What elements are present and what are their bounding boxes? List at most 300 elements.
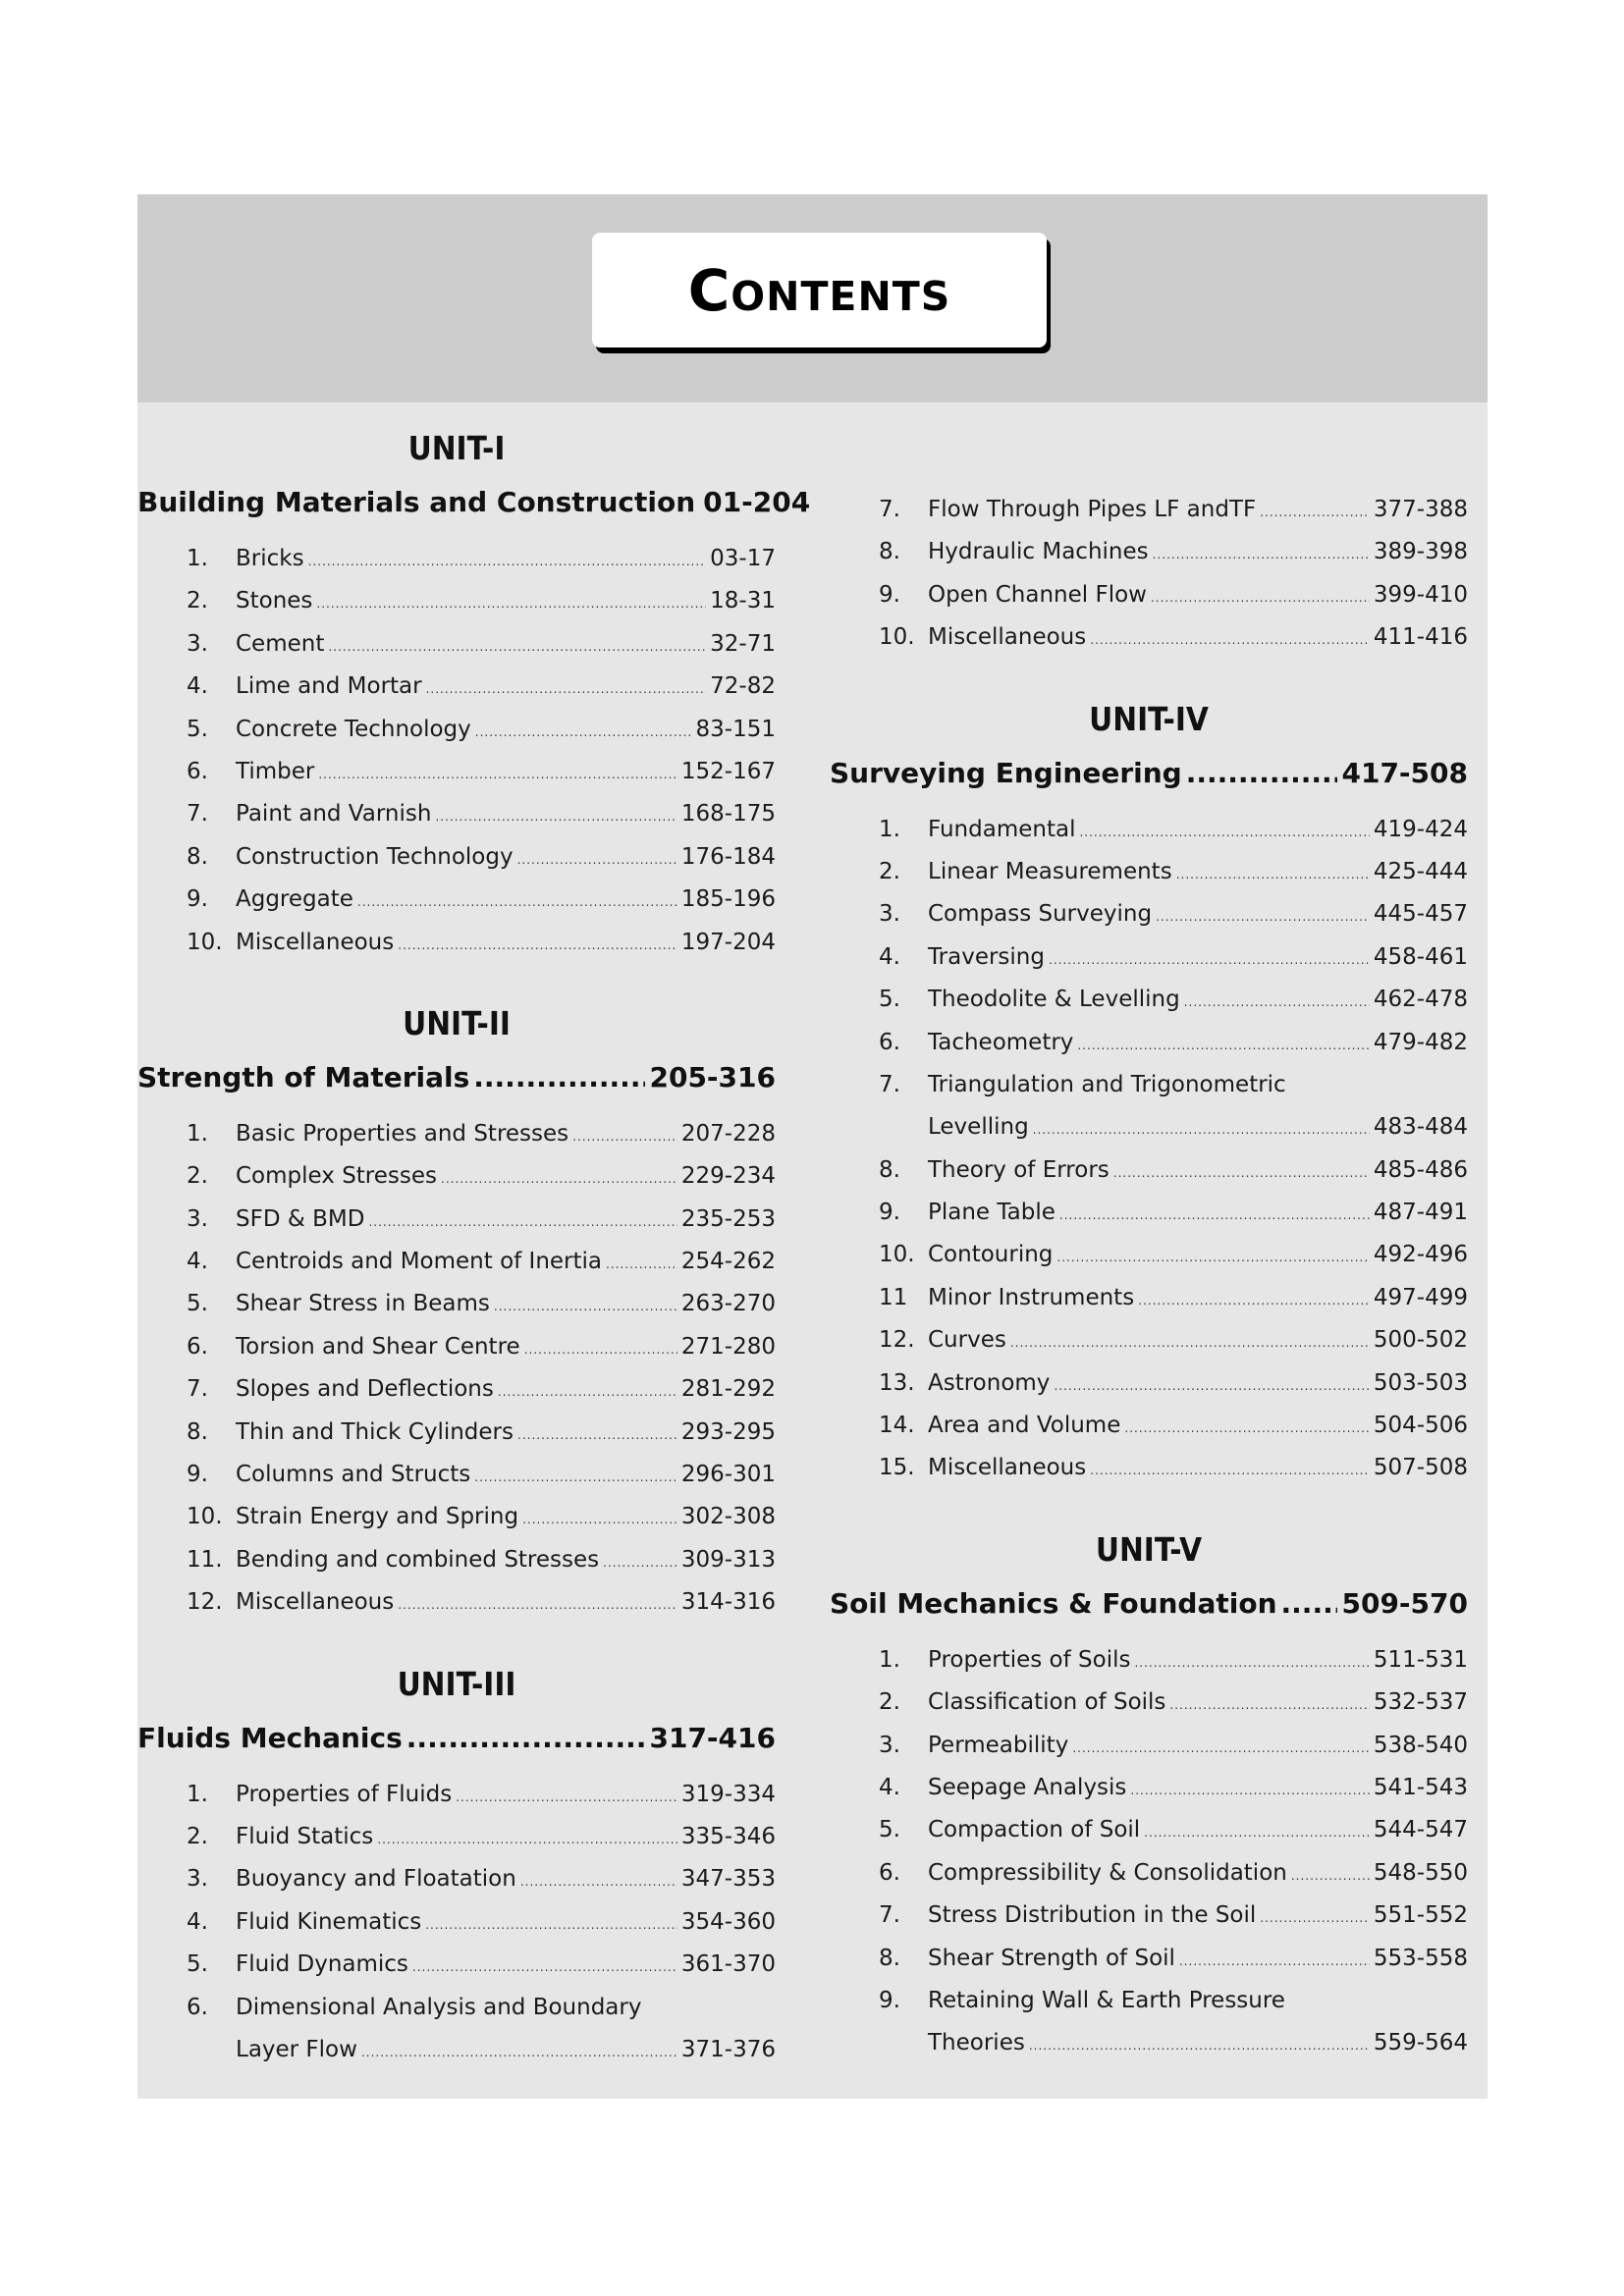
entry-title: Permeability bbox=[928, 1732, 1069, 1758]
unit-title: UNIT-I bbox=[407, 429, 506, 467]
dot-leader bbox=[520, 1861, 677, 1903]
entry-title: Seepage Analysis bbox=[928, 1774, 1127, 1800]
entry-pages: 207-228 bbox=[680, 1120, 776, 1147]
dot-leader bbox=[606, 1244, 677, 1286]
dot-leader bbox=[1113, 1152, 1370, 1195]
dot-leader bbox=[398, 925, 677, 967]
toc-entry[interactable] bbox=[830, 809, 1468, 851]
toc-entry[interactable] bbox=[830, 489, 1468, 531]
unit-section bbox=[830, 660, 1468, 1490]
dot-leader bbox=[1079, 812, 1369, 854]
entry-pages: 197-204 bbox=[680, 929, 776, 955]
entry-number: 1. bbox=[879, 816, 900, 842]
entry-title: Aggregate bbox=[236, 886, 353, 913]
entry-pages: 504-506 bbox=[1373, 1413, 1468, 1439]
toc-entry[interactable] bbox=[830, 1106, 1468, 1148]
entry-title: Traversing bbox=[928, 943, 1045, 970]
entry-title: Stones bbox=[236, 588, 313, 614]
entry-pages: 462-478 bbox=[1373, 987, 1468, 1013]
entry-number: 5. bbox=[879, 987, 900, 1013]
dot-leader bbox=[1260, 492, 1370, 534]
entry-number: 8. bbox=[187, 1418, 208, 1445]
toc-entry[interactable] bbox=[137, 580, 776, 622]
unit-spacer bbox=[830, 1490, 1468, 1525]
page-title: Contents bbox=[687, 256, 951, 324]
dot-leader bbox=[435, 796, 677, 838]
toc-entry[interactable] bbox=[830, 1405, 1468, 1447]
dot-leader bbox=[1072, 1728, 1370, 1770]
entry-pages: 399-410 bbox=[1373, 581, 1468, 608]
entry-number: 10. bbox=[187, 1504, 223, 1530]
dot-leader bbox=[1176, 854, 1370, 896]
entry-title: Classification of Soils bbox=[928, 1689, 1166, 1716]
dot-leader bbox=[1169, 1684, 1369, 1727]
toc-entry[interactable] bbox=[137, 1412, 776, 1454]
entry-number: 3. bbox=[187, 630, 208, 657]
toc-entry[interactable] bbox=[830, 1852, 1468, 1895]
toc-entry[interactable] bbox=[137, 1774, 776, 1816]
entry-pages: 497-499 bbox=[1373, 1284, 1468, 1310]
toc-entry[interactable] bbox=[137, 1454, 776, 1496]
entry-pages: 185-196 bbox=[680, 886, 776, 913]
dot-leader bbox=[425, 1904, 677, 1947]
dot-leader bbox=[368, 1201, 677, 1244]
subject-name: Building Materials and Construction bbox=[137, 486, 696, 518]
dot-leader bbox=[1134, 1642, 1369, 1684]
entry-title: Stress Distribution in the Soil bbox=[928, 1902, 1257, 1929]
entry-pages: 445-457 bbox=[1373, 901, 1468, 928]
entry-pages: 553-558 bbox=[1373, 1945, 1468, 1971]
entry-pages: 314-316 bbox=[680, 1589, 776, 1616]
entry-number: 7. bbox=[879, 1071, 900, 1097]
toc-entry[interactable] bbox=[830, 1682, 1468, 1724]
entry-pages: 559-564 bbox=[1373, 2030, 1468, 2056]
entry-pages: 354-360 bbox=[680, 1908, 776, 1935]
dot-leader bbox=[1184, 982, 1370, 1024]
dot-leader bbox=[1077, 1025, 1369, 1067]
entry-pages: 83-151 bbox=[695, 716, 776, 742]
toc-entry[interactable] bbox=[830, 979, 1468, 1021]
entry-number: 8. bbox=[879, 1945, 900, 1971]
entry-title: Fundamental bbox=[928, 816, 1076, 842]
entry-number: 1. bbox=[187, 546, 208, 571]
unit-spacer bbox=[137, 1625, 776, 1660]
entry-title: Complex Stresses bbox=[236, 1163, 438, 1190]
entry-pages: 389-398 bbox=[1373, 539, 1468, 565]
unit-title: UNIT-III bbox=[397, 1664, 516, 1703]
entry-pages: 511-531 bbox=[1373, 1646, 1468, 1673]
dot-leader bbox=[1144, 1812, 1370, 1854]
entry-number: 9. bbox=[879, 581, 900, 608]
entry-number: 12. bbox=[187, 1589, 223, 1616]
entry-title: Basic Properties and Stresses bbox=[236, 1120, 569, 1147]
dot-leader bbox=[1056, 1237, 1369, 1279]
entry-number: 2. bbox=[187, 1163, 208, 1190]
toc-entry[interactable] bbox=[137, 1816, 776, 1858]
entry-number: 1. bbox=[879, 1646, 900, 1673]
entry-pages: 483-484 bbox=[1373, 1114, 1468, 1141]
entry-number: 2. bbox=[879, 1689, 900, 1716]
entry-number: 8. bbox=[879, 539, 900, 565]
dot-leader bbox=[1090, 619, 1370, 662]
entry-title: Construction Technology bbox=[236, 843, 514, 870]
toc-entry[interactable] bbox=[830, 1447, 1468, 1489]
dot-leader bbox=[1291, 1855, 1370, 1897]
entry-pages: 425-444 bbox=[1373, 858, 1468, 884]
entry-title: Centroids and Moment of Inertia bbox=[236, 1249, 603, 1275]
toc-entry[interactable] bbox=[830, 1064, 1468, 1106]
entry-number: 9. bbox=[187, 886, 208, 913]
dot-leader bbox=[308, 541, 707, 583]
entry-title: Timber bbox=[236, 758, 315, 784]
dot-leader bbox=[1049, 939, 1370, 982]
subject-pages: 417-508 bbox=[1341, 756, 1468, 789]
entry-pages: 544-547 bbox=[1373, 1817, 1468, 1843]
entry-number: 1. bbox=[187, 1781, 208, 1807]
toc-entry[interactable] bbox=[830, 851, 1468, 893]
unit-section bbox=[137, 964, 776, 1625]
entry-pages: 551-552 bbox=[1373, 1902, 1468, 1929]
entry-title: Fluid Kinematics bbox=[236, 1908, 422, 1935]
entry-number: 5. bbox=[187, 1951, 208, 1978]
entry-title: Fluid Dynamics bbox=[236, 1951, 408, 1978]
dot-leader bbox=[1029, 2025, 1370, 2067]
entry-title: Open Channel Flow bbox=[928, 581, 1147, 608]
subject-heading[interactable] bbox=[137, 1709, 776, 1768]
dot-leader bbox=[426, 668, 707, 711]
toc-entry[interactable] bbox=[830, 1192, 1468, 1234]
toc-entry[interactable] bbox=[830, 1980, 1468, 2022]
entry-pages: 302-308 bbox=[680, 1504, 776, 1530]
entry-number: 6. bbox=[187, 1994, 208, 2020]
dot-leader bbox=[1124, 1408, 1370, 1450]
dot-leader bbox=[328, 626, 706, 668]
entry-pages: 152-167 bbox=[680, 758, 776, 784]
dot-leader bbox=[316, 583, 706, 625]
entry-title: Miscellaneous bbox=[928, 1455, 1087, 1481]
toc-entry[interactable] bbox=[137, 623, 776, 666]
entry-pages: 548-550 bbox=[1373, 1859, 1468, 1886]
toc-entry[interactable] bbox=[830, 616, 1468, 659]
entry-number: 9. bbox=[187, 1462, 208, 1488]
subject-pages: 01-204 bbox=[703, 486, 811, 518]
unit-title: UNIT-II bbox=[403, 1003, 511, 1042]
toc-entry[interactable] bbox=[830, 1938, 1468, 1980]
left-column bbox=[137, 424, 811, 2071]
entry-pages: 500-502 bbox=[1373, 1327, 1468, 1354]
toc-entry[interactable] bbox=[137, 1539, 776, 1581]
dot-leader bbox=[1059, 1195, 1370, 1237]
entry-title: Thin and Thick Cylinders bbox=[236, 1418, 514, 1445]
toc-entry[interactable] bbox=[137, 666, 776, 708]
toc-entry[interactable] bbox=[830, 1809, 1468, 1851]
entry-pages: 487-491 bbox=[1373, 1200, 1468, 1226]
entry-title: SFD & BMD bbox=[236, 1205, 365, 1232]
toc-entry[interactable] bbox=[830, 1362, 1468, 1405]
unit-title: UNIT-IV bbox=[1089, 699, 1209, 738]
dot-leader bbox=[1153, 534, 1370, 576]
entry-number: 7. bbox=[187, 801, 208, 828]
entry-number: 8. bbox=[187, 843, 208, 870]
entry-title: Levelling bbox=[928, 1114, 1029, 1141]
unit-spacer bbox=[830, 660, 1468, 695]
entry-title: Contouring bbox=[928, 1242, 1054, 1268]
subject-heading[interactable] bbox=[830, 1575, 1468, 1633]
entry-number: 7. bbox=[879, 497, 900, 522]
entry-title: Properties of Fluids bbox=[236, 1781, 453, 1807]
toc-entry[interactable] bbox=[830, 1725, 1468, 1767]
toc-entry[interactable] bbox=[137, 793, 776, 835]
dot-leader bbox=[1054, 1365, 1369, 1408]
entry-number: 3. bbox=[187, 1205, 208, 1232]
entry-title: Dimensional Analysis and Boundary bbox=[236, 1994, 642, 2020]
entry-pages: 458-461 bbox=[1373, 943, 1468, 970]
dot-leader bbox=[498, 1371, 677, 1414]
entry-pages: 419-424 bbox=[1373, 816, 1468, 842]
entry-pages: 319-334 bbox=[680, 1781, 776, 1807]
entry-title: Theory of Errors bbox=[928, 1156, 1110, 1183]
dot-leader bbox=[475, 712, 692, 754]
entry-number: 9. bbox=[879, 1200, 900, 1226]
entry-title: Theodolite & Levelling bbox=[928, 987, 1180, 1013]
toc-entry[interactable] bbox=[137, 922, 776, 964]
dot-leader bbox=[1186, 744, 1338, 803]
entry-pages: 309-313 bbox=[680, 1546, 776, 1573]
entry-pages: 507-508 bbox=[1373, 1455, 1468, 1481]
entry-title: Lime and Mortar bbox=[236, 673, 422, 700]
unit-section bbox=[137, 424, 811, 964]
toc-entry[interactable] bbox=[830, 893, 1468, 935]
entry-title: Compaction of Soil bbox=[928, 1817, 1141, 1843]
entry-title: Curves bbox=[928, 1327, 1006, 1354]
title-box bbox=[592, 233, 1047, 347]
entry-pages: 371-376 bbox=[680, 2036, 776, 2062]
entry-number: 14. bbox=[879, 1413, 915, 1439]
entry-pages: 176-184 bbox=[680, 843, 776, 870]
dot-leader bbox=[522, 1499, 677, 1541]
toc-entry[interactable] bbox=[137, 1987, 776, 2029]
entry-pages: 532-537 bbox=[1373, 1689, 1468, 1716]
entry-title: Strain Energy and Spring bbox=[236, 1504, 519, 1530]
entry-title: Tacheometry bbox=[928, 1029, 1074, 1055]
toc-entry[interactable] bbox=[137, 538, 776, 580]
entry-number: 6. bbox=[879, 1859, 900, 1886]
entry-number: 4. bbox=[879, 1774, 900, 1800]
subject-name: Surveying Engineering bbox=[830, 756, 1182, 789]
entry-pages: 541-543 bbox=[1373, 1774, 1468, 1800]
entry-number: 5. bbox=[187, 716, 208, 742]
entry-pages: 347-353 bbox=[680, 1866, 776, 1893]
entry-pages: 263-270 bbox=[680, 1291, 776, 1317]
toc-entry[interactable] bbox=[137, 751, 776, 793]
dot-leader bbox=[1179, 1941, 1370, 1983]
entry-number: 5. bbox=[187, 1291, 208, 1317]
dot-leader bbox=[361, 2032, 677, 2074]
entry-title: Flow Through Pipes LF andTF bbox=[928, 497, 1257, 522]
toc-entry[interactable] bbox=[830, 1234, 1468, 1276]
toc-entry[interactable] bbox=[137, 1858, 776, 1900]
unit-section bbox=[137, 1625, 776, 2072]
toc-entry[interactable] bbox=[830, 936, 1468, 979]
toc-entry[interactable] bbox=[830, 1149, 1468, 1192]
toc-entry[interactable] bbox=[137, 1199, 776, 1241]
toc-entry[interactable] bbox=[830, 1639, 1468, 1682]
entry-number: 6. bbox=[187, 1333, 208, 1360]
dot-leader bbox=[603, 1542, 677, 1584]
entry-number: 9. bbox=[879, 1987, 900, 2013]
subject-heading[interactable] bbox=[137, 473, 811, 532]
toc-entry[interactable] bbox=[830, 1319, 1468, 1362]
toc-entry[interactable] bbox=[137, 1241, 776, 1283]
toc-entry[interactable] bbox=[137, 1944, 776, 1986]
entry-pages: 254-262 bbox=[680, 1249, 776, 1275]
toc-entry[interactable] bbox=[137, 1113, 776, 1155]
subject-heading[interactable] bbox=[137, 1048, 776, 1107]
toc-entry[interactable] bbox=[137, 709, 776, 751]
entry-title: Miscellaneous bbox=[236, 929, 395, 955]
entry-number: 11 bbox=[879, 1284, 908, 1310]
entry-number: 2. bbox=[187, 588, 208, 614]
toc-entry[interactable] bbox=[137, 1368, 776, 1411]
entry-number: 2. bbox=[879, 858, 900, 884]
entry-title: Layer Flow bbox=[236, 2036, 357, 2062]
toc-entry[interactable] bbox=[830, 1767, 1468, 1809]
toc-entry[interactable] bbox=[830, 1022, 1468, 1064]
entry-pages: 32-71 bbox=[710, 630, 776, 657]
dot-leader bbox=[517, 839, 677, 881]
entry-number: 4. bbox=[879, 943, 900, 970]
entry-title: Bending and combined Stresses bbox=[236, 1546, 600, 1573]
dot-leader bbox=[474, 1457, 677, 1499]
toc-entry[interactable] bbox=[830, 531, 1468, 573]
entry-number: 13. bbox=[879, 1369, 915, 1396]
entry-title: Torsion and Shear Centre bbox=[236, 1333, 520, 1360]
unit-section bbox=[830, 489, 1468, 660]
dot-leader bbox=[1151, 577, 1370, 619]
entry-title: Miscellaneous bbox=[236, 1589, 395, 1616]
unit-section bbox=[830, 1490, 1468, 2065]
subject-name: Soil Mechanics & Foundation bbox=[830, 1586, 1277, 1620]
entry-number: 7. bbox=[187, 1376, 208, 1403]
entry-pages: 485-486 bbox=[1373, 1156, 1468, 1183]
dot-leader bbox=[1033, 1109, 1370, 1151]
entry-pages: 72-82 bbox=[710, 673, 776, 700]
toc-entry[interactable] bbox=[830, 1895, 1468, 1937]
entry-number: 3. bbox=[879, 1732, 900, 1758]
dot-leader bbox=[1156, 896, 1370, 938]
subject-pages: 509-570 bbox=[1341, 1586, 1468, 1620]
entry-title: Astronomy bbox=[928, 1369, 1051, 1396]
dot-leader bbox=[377, 1819, 677, 1861]
entry-number: 3. bbox=[879, 901, 900, 928]
entry-pages: 03-17 bbox=[710, 546, 776, 571]
entry-pages: 361-370 bbox=[680, 1951, 776, 1978]
entry-pages: 293-295 bbox=[680, 1418, 776, 1445]
entry-title: Area and Volume bbox=[928, 1413, 1121, 1439]
toc-entry[interactable] bbox=[137, 1901, 776, 1944]
entry-pages: 479-482 bbox=[1373, 1029, 1468, 1055]
entry-title: Theories bbox=[928, 2030, 1025, 2056]
dot-leader bbox=[1130, 1770, 1369, 1812]
dot-leader bbox=[406, 1709, 646, 1768]
right-column bbox=[830, 489, 1468, 2065]
entry-pages: 168-175 bbox=[680, 801, 776, 828]
unit-spacer bbox=[137, 964, 776, 999]
entry-title: Retaining Wall & Earth Pressure bbox=[928, 1987, 1285, 2013]
dot-leader bbox=[357, 881, 677, 924]
dot-leader bbox=[1260, 1897, 1370, 1940]
entry-number: 10. bbox=[879, 1242, 915, 1268]
subject-name: Strength of Materials bbox=[137, 1060, 470, 1094]
entry-pages: 377-388 bbox=[1373, 497, 1468, 522]
entry-title: Compass Surveying bbox=[928, 901, 1153, 928]
toc-entry[interactable] bbox=[137, 1155, 776, 1198]
entry-number: 1. bbox=[187, 1120, 208, 1147]
entry-number: 4. bbox=[187, 673, 208, 700]
entry-pages: 503-503 bbox=[1373, 1369, 1468, 1396]
entry-title: Triangulation and Trigonometric bbox=[928, 1071, 1286, 1097]
toc-entry[interactable] bbox=[137, 1496, 776, 1538]
toc-entry[interactable] bbox=[137, 1283, 776, 1325]
dot-leader bbox=[398, 1584, 677, 1627]
dot-leader bbox=[456, 1777, 677, 1819]
entry-pages: 229-234 bbox=[680, 1163, 776, 1190]
entry-number: 5. bbox=[879, 1817, 900, 1843]
contents-panel bbox=[137, 194, 1488, 2099]
entry-number: 10. bbox=[187, 929, 223, 955]
entry-title: Shear Strength of Soil bbox=[928, 1945, 1175, 1971]
dot-leader bbox=[494, 1286, 677, 1328]
entry-number: 15. bbox=[879, 1455, 915, 1481]
toc-entry[interactable] bbox=[137, 1326, 776, 1368]
toc-entry[interactable] bbox=[137, 2029, 776, 2071]
entry-number: 3. bbox=[187, 1866, 208, 1893]
dot-leader bbox=[318, 754, 677, 796]
entry-pages: 235-253 bbox=[680, 1205, 776, 1232]
entry-title: Properties of Soils bbox=[928, 1646, 1131, 1673]
toc-entry[interactable] bbox=[137, 879, 776, 921]
toc-entry[interactable] bbox=[830, 1277, 1468, 1319]
toc-entry[interactable] bbox=[830, 574, 1468, 616]
entry-title: Shear Stress in Beams bbox=[236, 1291, 490, 1317]
entry-number: 6. bbox=[879, 1029, 900, 1055]
dot-leader bbox=[1281, 1575, 1338, 1633]
entry-title: Minor Instruments bbox=[928, 1284, 1135, 1310]
subject-heading[interactable] bbox=[830, 744, 1468, 803]
toc-entry[interactable] bbox=[137, 836, 776, 879]
entry-pages: 271-280 bbox=[680, 1333, 776, 1360]
entry-title: Cement bbox=[236, 630, 325, 657]
entry-title: Plane Table bbox=[928, 1200, 1056, 1226]
dot-leader bbox=[412, 1947, 677, 1989]
entry-number: 2. bbox=[187, 1823, 208, 1849]
entry-number: 7. bbox=[879, 1902, 900, 1929]
entry-number: 12. bbox=[879, 1327, 915, 1354]
toc-entry[interactable] bbox=[137, 1581, 776, 1624]
unit-title: UNIT-V bbox=[1095, 1529, 1203, 1569]
entry-pages: 538-540 bbox=[1373, 1732, 1468, 1758]
dot-leader bbox=[524, 1329, 677, 1371]
entry-title: Compressibility & Consolidation bbox=[928, 1859, 1287, 1886]
entry-title: Slopes and Deflections bbox=[236, 1376, 494, 1403]
toc-entry[interactable] bbox=[830, 2022, 1468, 2064]
subject-pages: 205-316 bbox=[649, 1060, 776, 1094]
entry-title: Concrete Technology bbox=[236, 716, 471, 742]
entry-title: Columns and Structs bbox=[236, 1462, 471, 1488]
entry-pages: 18-31 bbox=[710, 588, 776, 614]
entry-title: Hydraulic Machines bbox=[928, 539, 1149, 565]
dot-leader bbox=[441, 1158, 677, 1201]
